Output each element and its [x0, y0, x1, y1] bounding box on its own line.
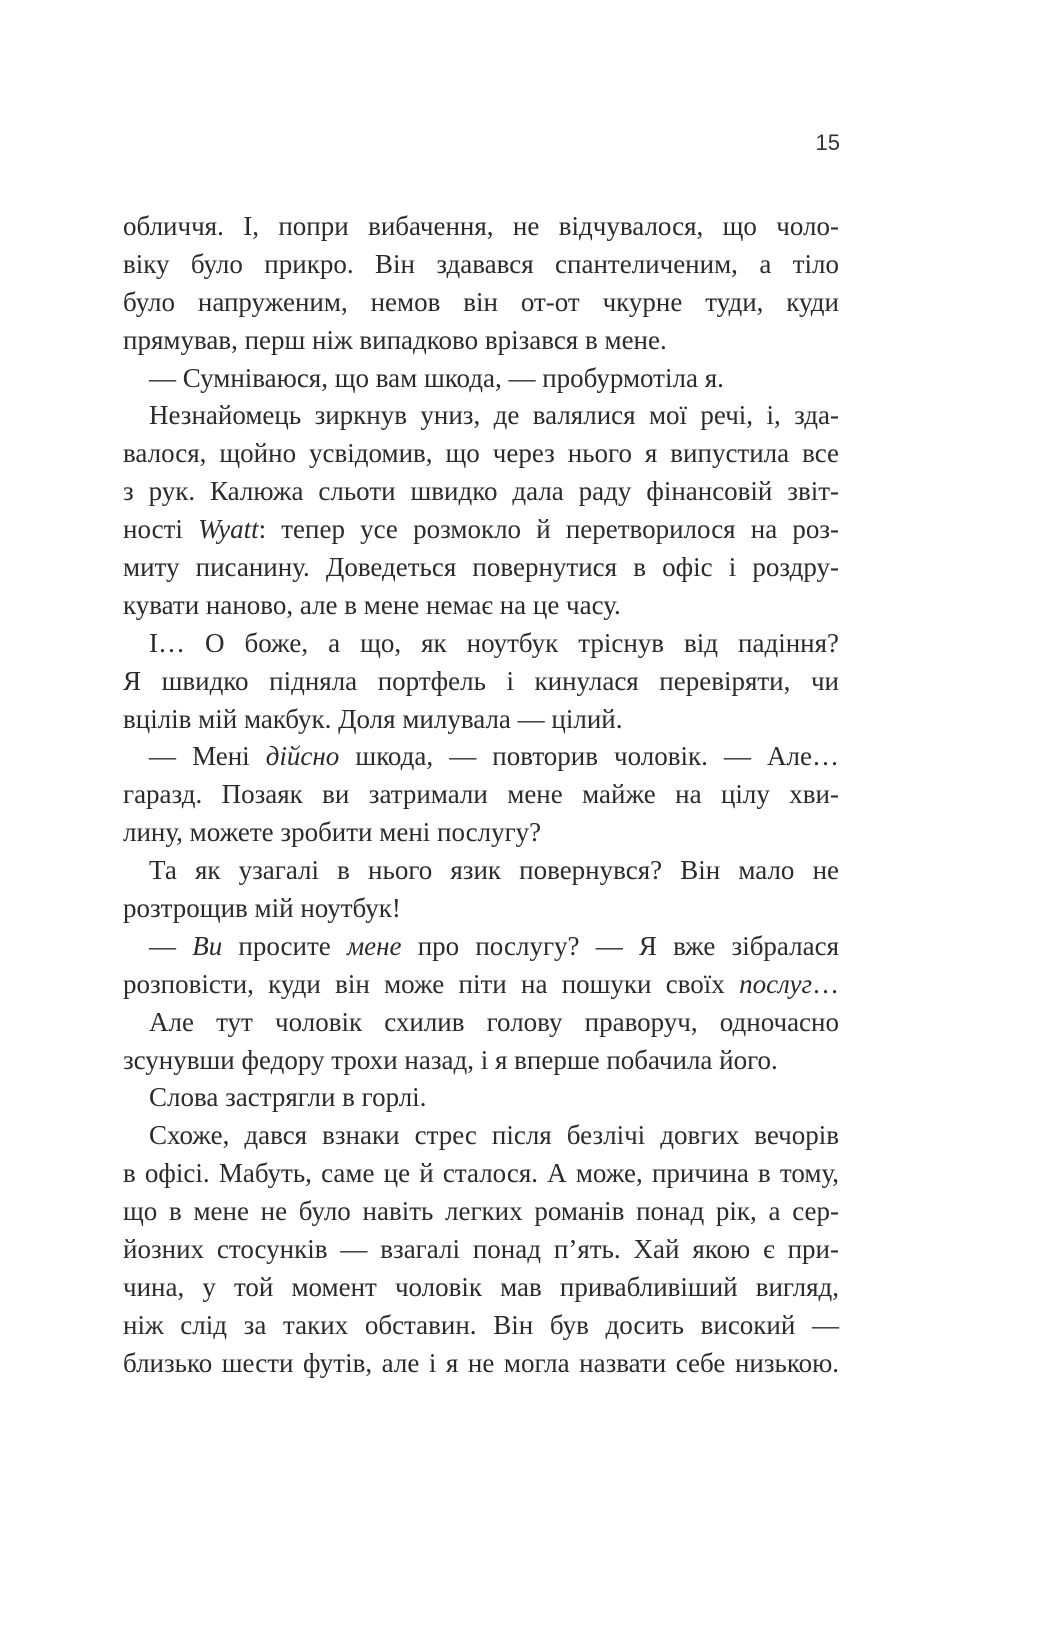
text-line	[123, 776, 839, 814]
text-line	[123, 1042, 839, 1080]
text-span: лину, можете зробити мені послугу?	[123, 817, 542, 848]
body-text	[123, 208, 839, 1383]
text-line	[123, 625, 839, 663]
text-line	[123, 1004, 839, 1042]
text-span: Слова застрягли в горлі.	[149, 1082, 427, 1113]
text-span: —	[149, 930, 193, 961]
text-line	[123, 360, 839, 398]
text-span: з рук. Калюжа сльоти швидко дала раду фінансовій звіт-	[123, 476, 839, 507]
text-span: віку було прикро. Він здавався спантеличеним, а тіло	[123, 248, 839, 279]
text-line	[123, 1269, 839, 1307]
text-span: ніж слід за таких обставин. Він був досить високий —	[123, 1309, 839, 1340]
text-line	[123, 1155, 839, 1193]
text-line	[123, 511, 839, 549]
italic-text: мене	[346, 930, 402, 961]
text-line	[123, 966, 839, 1004]
text-line	[123, 473, 839, 511]
text-span: Незнайомець зиркнув униз, де валялися мої речі, і, зда-	[149, 400, 839, 431]
text-line	[123, 549, 839, 587]
text-line	[123, 397, 839, 435]
text-span: : тепер усе розмокло й перетворилося на роз-	[258, 514, 840, 545]
text-span: зсунувши федору трохи назад, і я вперше побачила його.	[123, 1044, 778, 1075]
text-span: просите	[222, 930, 347, 961]
text-line	[123, 1079, 839, 1117]
text-span: про послугу? — Я вже зібралася	[401, 930, 840, 961]
text-span: Я швидко підняла портфель і кинулася перевіряти, чи	[123, 665, 839, 696]
italic-text: Wyatt	[198, 514, 259, 545]
text-span: вцілів мій макбук. Доля милувала — цілий.	[123, 703, 623, 734]
page-number: 15	[815, 130, 840, 155]
text-span: розповісти, куди він може піти на пошуки своїх	[123, 968, 740, 999]
text-line	[123, 738, 839, 776]
text-line	[123, 1193, 839, 1231]
text-line	[123, 208, 839, 246]
text-line	[123, 322, 839, 360]
text-span: — Мені	[149, 741, 266, 772]
text-line	[123, 1117, 839, 1155]
text-span: гаразд. Позаяк ви затримали мене майже на цілу хви-	[123, 779, 839, 810]
text-span: обличчя. І, попри вибачення, не відчувалося, що чоло-	[123, 211, 839, 241]
text-span: …	[812, 968, 839, 999]
text-span: І… О боже, а що, як ноутбук тріснув від падіння?	[149, 627, 839, 658]
text-line	[123, 814, 839, 852]
text-span: прямував, перш ніж випадково врізався в мене.	[123, 324, 667, 355]
text-line	[123, 1307, 839, 1345]
text-span: Але тут чоловік схилив голову праворуч, одночасно	[149, 1006, 839, 1037]
text-line	[123, 284, 839, 322]
text-line	[123, 928, 839, 966]
text-line	[123, 1231, 839, 1269]
text-span: в офісі. Мабуть, саме це й сталося. А може, причина в тому,	[123, 1158, 839, 1189]
text-span: ності	[123, 514, 199, 545]
text-span: шкода, — повторив чоловік. — Але…	[339, 741, 839, 772]
text-span: було напруженим, немов він от-от чкурне туди, куди	[123, 286, 839, 317]
text-line	[123, 852, 839, 890]
text-span: Схоже, дався взнаки стрес після безлічі довгих вечорів	[149, 1120, 839, 1151]
text-line	[123, 1345, 839, 1383]
italic-text: послуг	[739, 968, 812, 999]
italic-text: Ви	[192, 930, 223, 961]
text-span: чина, у той момент чоловік мав привабливіший вигляд,	[123, 1271, 839, 1302]
text-span: близько шести футів, але і я не могла назвати себе низькою.	[123, 1347, 839, 1378]
text-span: розтрощив мій ноутбук!	[123, 893, 401, 924]
text-span: Та як узагалі в нього язик повернувся? Він мало не	[149, 855, 839, 886]
text-span: йозних стосунків — взагалі понад п’ять. Хай якою є при-	[123, 1234, 839, 1265]
italic-text: дійсно	[265, 741, 340, 772]
text-line	[123, 701, 839, 739]
text-span: — Сумніваюся, що вам шкода, — пробурмотіла я.	[149, 362, 724, 393]
text-line	[123, 435, 839, 473]
text-span: валося, щойно усвідомив, що через нього я випустила все	[123, 438, 839, 469]
text-span: миту писанину. Доведеться повернутися в офіс і роздру-	[123, 552, 839, 583]
text-span: кувати наново, але в мене немає на це часу.	[123, 589, 621, 620]
text-line	[123, 890, 839, 928]
text-line	[123, 663, 839, 701]
text-line	[123, 587, 839, 625]
text-line	[123, 246, 839, 284]
text-span: що в мене не було навіть легких романів понад рік, а сер-	[123, 1196, 839, 1227]
